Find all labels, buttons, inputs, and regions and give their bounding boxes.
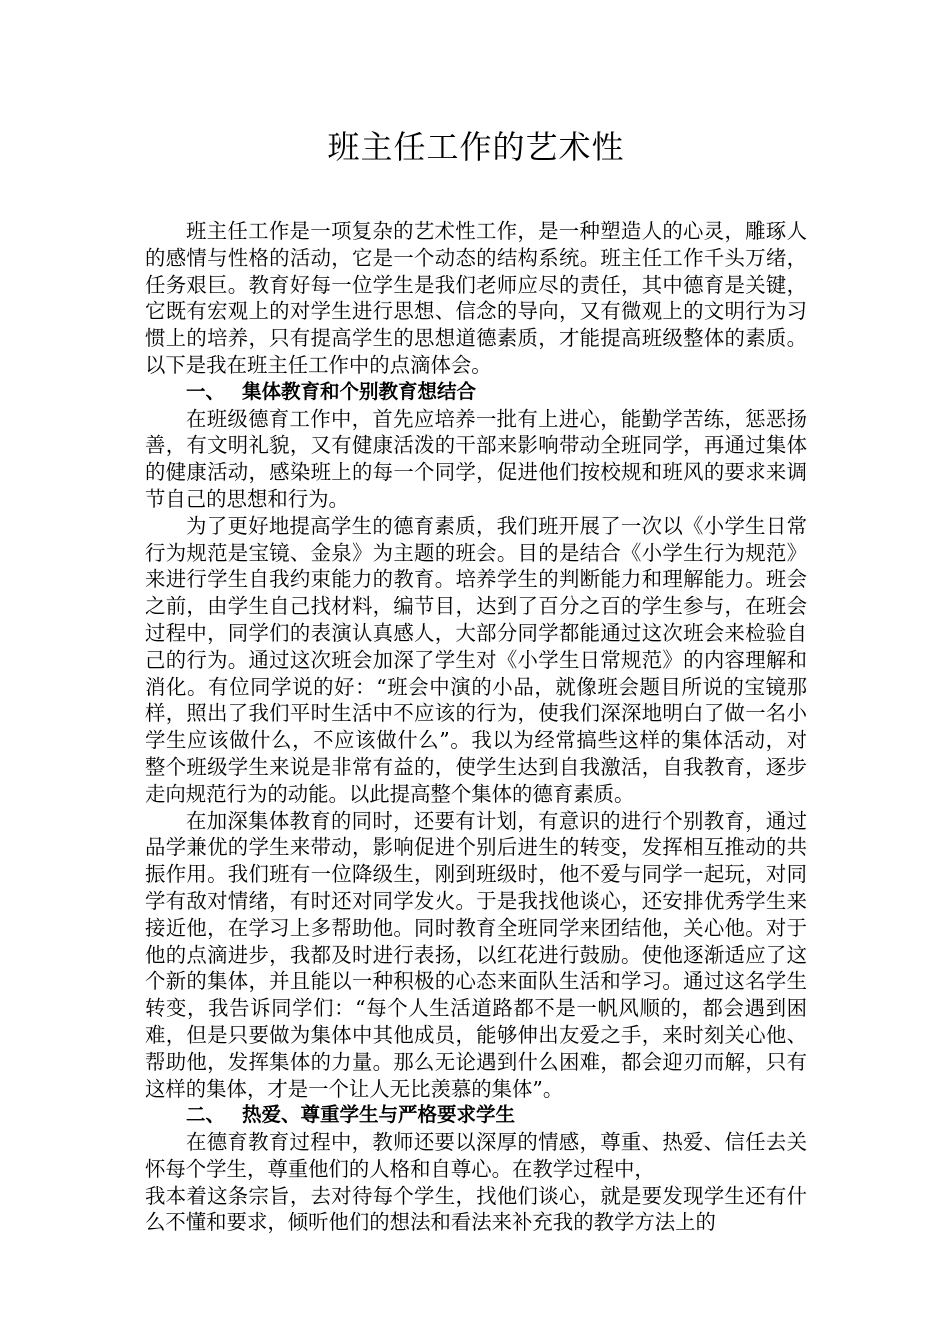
section-number-1: 一、 [186,379,226,403]
section-heading-1 [145,379,807,406]
section2-paragraph-1: 在德育教育过程中，教师还要以深厚的情感，尊重、热爱、信任去关怀每个学生，尊重他们的人格和自尊心。在教学过程中， [145,1130,807,1181]
section-title-1: 集体教育和个别教育想结合 [242,379,477,403]
intro-paragraph: 班主任工作是一项复杂的艺术性工作，是一种塑造人的心灵，雕琢人的感情与性格的活动，它是一个动态的结构系统。班主任工作千头万绪，任务艰巨。教育好每一位学生是我们老师应尽的责任，其中德育是关键，它既有宏观上的对学生进行思想、信念的导向，又有微观上的文明行为习惯上的培养，只有提高学生的思想道德素质，才能提高班级整体的素质。以下是我在班主任工作中的点滴体会。 [145,219,807,377]
section1-paragraph-3: 在加深集体教育的同时，还要有计划，有意识的进行个别教育，通过品学兼优的学生来带动，影响促进个别后进生的转变，发挥相互推动的共振作用。我们班有一位降级生，刚到班级时，他不爱与同学一起玩，对同学有敌对情绪，有时还对同学发火。于是我找他谈心，还安排优秀学生来接近他，在学习上多帮助他。同时教育全班同学来团结他，关心他。对于他的点滴进步，我都及时进行表扬，以红花进行鼓励。使他逐渐适应了这个新的集体，并且能以一种积极的心态来面队生活和学习。通过这名学生转变，我告诉同学们：“每个人生活道路都不是一帆风顺的，都会遇到困难，但是只要做为集体中其他成员，能够伸出友爱之手，来时刻关心他、帮助他，发挥集体的力量。那么无论遇到什么困难，都会迎刃而解，只有这样的集体，才是一个让人无比羡慕的集体”。 [145,808,807,1101]
section1-paragraph-1: 在班级德育工作中，首先应培养一批有上进心，能勤学苦练，惩恶扬善，有文明礼貌，又有健康活泼的干部来影响带动全班同学，再通过集体的健康活动，感染班上的每一个同学，促进他们按校规和班风的要求来调节自己的思想和行为。 [145,406,807,511]
section-title-2: 热爱、尊重学生与严格要求学生 [242,1103,516,1127]
section1-paragraph-2: 为了更好地提高学生的德育素质，我们班开展了一次以《小学生日常行为规范是宝镜、金泉》为主题的班会。目的是结合《小学生行为规范》来进行学生自我约束能力的教育。培养学生的判断能力和理解能力。班会之前，由学生自己找材料，编节目，达到了百分之百的学生参与，在班会过程中，同学们的表演认真感人，大部分同学都能通过这次班会来检验自己的行为。通过这次班会加深了学生对《小学生日常规范》的内容理解和消化。有位同学说的好：“班会中演的小品，就像班会题目所说的宝镜那样，照出了我们平时生活中不应该的行为，使我们深深地明白了做一名小学生应该做什么，不应该做什么”。我以为经常搞些这样的集体活动，对整个班级学生来说是非常有益的，使学生达到自我激活，自我教育，逐步走向规范行为的动能。以此提高整个集体的德育素质。 [145,513,807,806]
section-number-2: 二、 [186,1103,226,1127]
section2-paragraph-2: 我本着这条宗旨，去对待每个学生，找他们谈心，就是要发现学生还有什么不懂和要求，倾听他们的想法和看法来补充我的教学方法上的 [145,1183,807,1235]
document-body [145,218,807,1236]
section-heading-2 [145,1102,807,1129]
page-title: 班主任工作的艺术性 [327,128,625,166]
